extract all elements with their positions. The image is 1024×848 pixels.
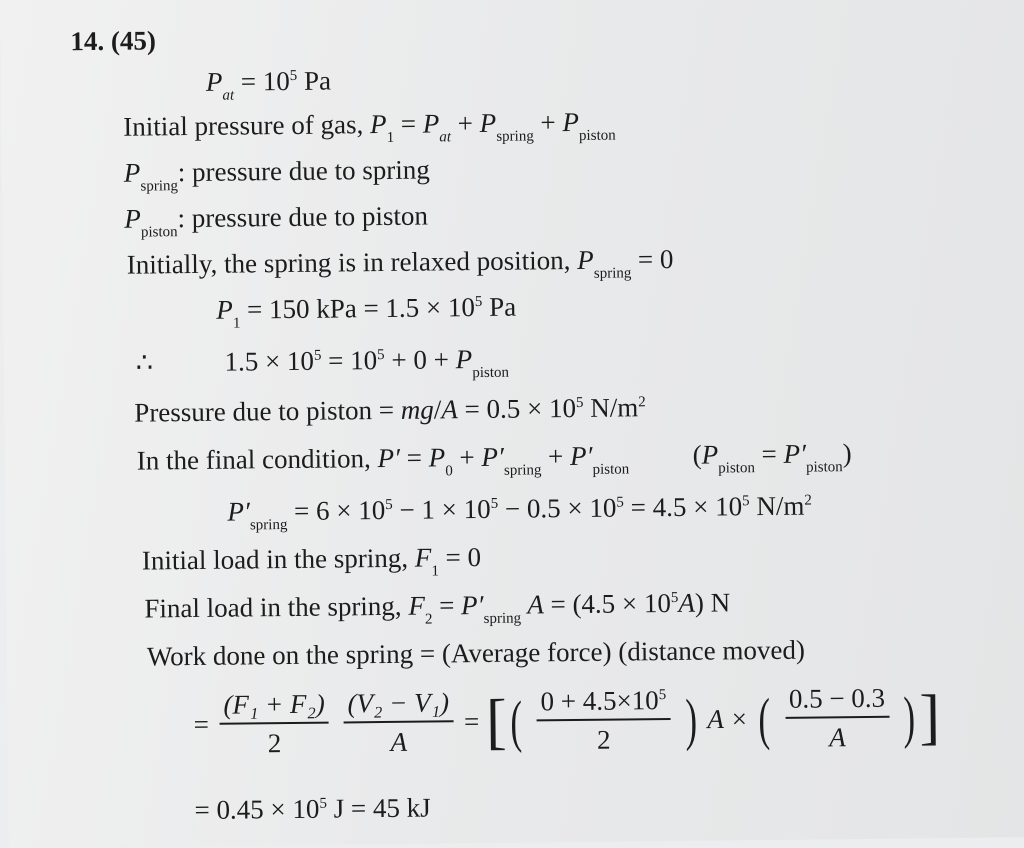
right-paren: ) xyxy=(684,686,697,752)
left-paren-2: ( xyxy=(758,685,771,752)
volume-fraction: $\frac{0.5 - 0.3}{A}$ xyxy=(785,683,890,754)
final-load-line: Final load in the spring, $F_2 = P'_{spring}$ $A = (4.5 \times 10^5A)$ N xyxy=(144,587,731,628)
distance-fraction: $\frac{\text{(V₂ − V₁)}}{A}$ xyxy=(343,687,453,758)
final-result-line: = $0.45 \times 10^5$ J = 45 kJ xyxy=(194,792,431,826)
atmospheric-pressure: $P_{at} = 10^5$ Pa xyxy=(205,65,332,104)
final-spring-pressure: $P'_{spring} = 6 \times 10^5 - 1 \times 10^5 - 0.5 \times 10^5 = 4.5 \times 10^5$ $N/m^2$ xyxy=(227,490,812,534)
problem-answer: (45) xyxy=(110,25,157,56)
work-fraction-equation: = $\frac{\text{(F₁ + F₂)}}{2}$ $\frac{\text{(V₂ − V₁)}}{A}$ = [( $\frac{0 + 4.5\times 10^5}{2}$ ) A × ( $\frac{0.5 - 0.3}{A}$ )] xyxy=(193,682,941,759)
initial-load-line: Initial load in the spring, $F_1 = 0$ xyxy=(141,541,482,580)
left-paren: ( xyxy=(510,688,523,754)
therefore-line: ∴ $1.5 \times 10^5 = 10^5 + 0 + P_{piston}$ xyxy=(135,344,510,382)
relaxed-spring-line: Initially, the spring is in relaxed position, $P_{spring} = 0$ xyxy=(126,243,674,282)
piston-pressure-value: Pressure due to piston = $mg/A = 0.5 \times 10^5$ $N/m^2$ xyxy=(134,392,646,428)
piston-pressure-definition: $P_{piston}$: pressure due to piston xyxy=(124,200,429,241)
spring-pressure-definition: $P_{spring}$: pressure due to spring xyxy=(123,154,430,195)
right-paren-2: ) xyxy=(903,684,916,750)
right-bracket: ] xyxy=(919,683,941,752)
problem-number: 14. xyxy=(70,25,105,57)
p1-value-line: $P_1 = 150$ kPa = $1.5 \times 10^5$ Pa xyxy=(216,291,517,332)
work-done-line: Work done on the spring = (Average force) (distance moved) xyxy=(146,634,806,672)
left-bracket: [ xyxy=(485,687,508,756)
problem-header xyxy=(70,24,156,57)
final-condition-line: In the final condition, $P' = P_0 + P'_{spring} + P'_{piston}$ $(P_{piston} = P'_{piston})$ xyxy=(136,438,852,480)
force-value-fraction: $\frac{0 + 4.5\times 10^5}{2}$ xyxy=(536,685,670,756)
initial-pressure-line: Initial pressure of gas, $P_1 = P_{at} + P_{spring} + P_{piston}$ xyxy=(123,106,616,146)
average-force-fraction: $\frac{\text{(F₁ + F₂)}}{2}$ xyxy=(219,689,329,760)
